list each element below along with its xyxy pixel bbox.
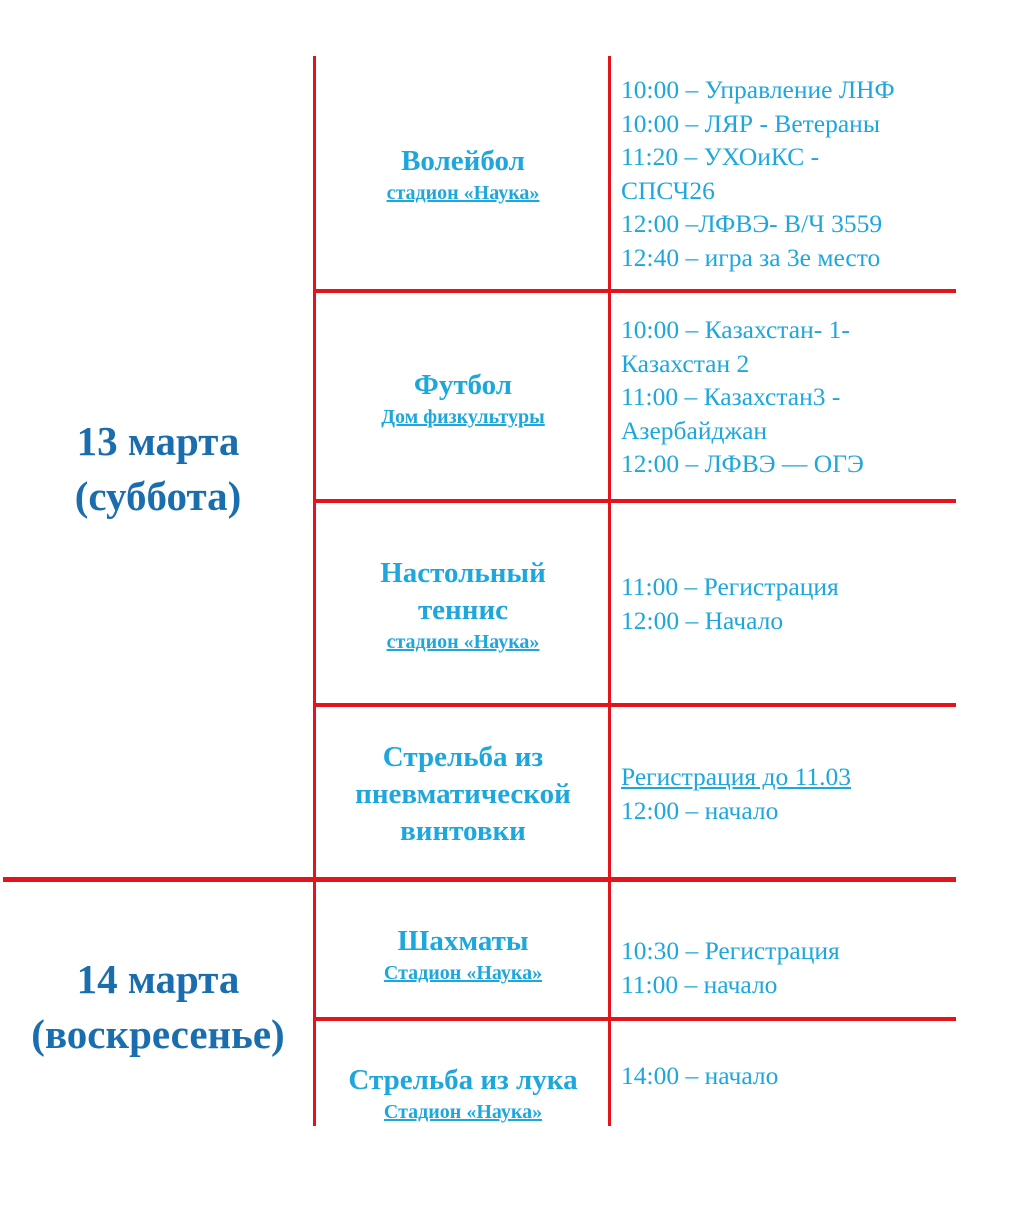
schedule-line: 11:00 – Регистрация	[621, 572, 839, 601]
schedule-volleyball	[621, 73, 951, 274]
row-divider	[313, 703, 956, 707]
schedule-line: 12:00 – ЛФВЭ — ОГЭ	[621, 449, 864, 478]
venue-link[interactable]: стадион «Наука»	[386, 631, 540, 653]
schedule-line: Казахстан 2	[621, 348, 750, 378]
event-name: теннис	[417, 594, 509, 626]
schedule-line: 14:00 – начало	[621, 1061, 779, 1090]
schedule-air-rifle	[621, 760, 951, 827]
schedule-line: 11:00 – Казахстан3 -	[621, 382, 841, 411]
schedule-line: 10:00 – Управление ЛНФ	[621, 75, 895, 104]
schedule-table-tennis	[621, 570, 951, 637]
schedule-line: 11:00 – начало	[621, 969, 778, 999]
schedule-line: Азербайджан	[621, 415, 768, 445]
schedule-line: 12:00 –ЛФВЭ- В/Ч 3559	[621, 209, 883, 238]
venue-link[interactable]: Стадион «Наука»	[383, 962, 543, 984]
row-divider	[313, 1017, 956, 1021]
event-name: Стрельба из лука	[348, 1064, 578, 1096]
event-name: винтовки	[400, 815, 526, 847]
schedule-line: 12:00 – Начало	[621, 605, 784, 635]
registration-link[interactable]: Регистрация до 11.03	[621, 762, 852, 791]
day-weekday: (суббота)	[74, 473, 242, 519]
schedule-football	[621, 313, 951, 481]
event-name: Волейбол	[401, 145, 525, 177]
row-divider	[313, 499, 956, 503]
day-date: 13 марта	[76, 418, 240, 464]
schedule-archery	[621, 1059, 951, 1093]
event-name: Настольный	[380, 557, 546, 589]
schedule-line: 12:00 – начало	[621, 795, 779, 825]
event-air-rifle	[316, 739, 610, 850]
day-weekday: (воскресенье)	[31, 1011, 285, 1057]
schedule-line: 12:40 – игра за 3е место	[621, 242, 881, 272]
day-label-saturday	[0, 414, 316, 524]
schedule-line: 10:30 – Регистрация	[621, 936, 840, 965]
event-name: Стрельба из	[382, 741, 544, 773]
day-divider	[3, 877, 956, 882]
schedule-line: СПСЧ26	[621, 175, 715, 205]
event-table-tennis	[316, 555, 610, 655]
event-football	[316, 367, 610, 430]
event-name: Футбол	[413, 369, 513, 401]
day-label-sunday	[0, 952, 316, 1062]
day-date: 14 марта	[76, 956, 240, 1002]
venue-link[interactable]: стадион «Наука»	[386, 182, 540, 204]
schedule-line: 10:00 – ЛЯР - Ветераны	[621, 108, 880, 138]
schedule-line: 11:20 – УХОиКС -	[621, 142, 820, 171]
venue-link[interactable]: Стадион «Наука»	[383, 1101, 543, 1123]
event-chess	[316, 923, 610, 986]
row-divider	[313, 289, 956, 293]
schedule-chess	[621, 934, 951, 1001]
event-archery	[316, 1062, 610, 1125]
event-volleyball	[316, 143, 610, 206]
event-name: пневматической	[355, 778, 571, 810]
venue-link[interactable]: Дом физкультуры	[381, 406, 545, 428]
schedule-line: 10:00 – Казахстан- 1-	[621, 315, 850, 344]
event-name: Шахматы	[397, 925, 529, 957]
